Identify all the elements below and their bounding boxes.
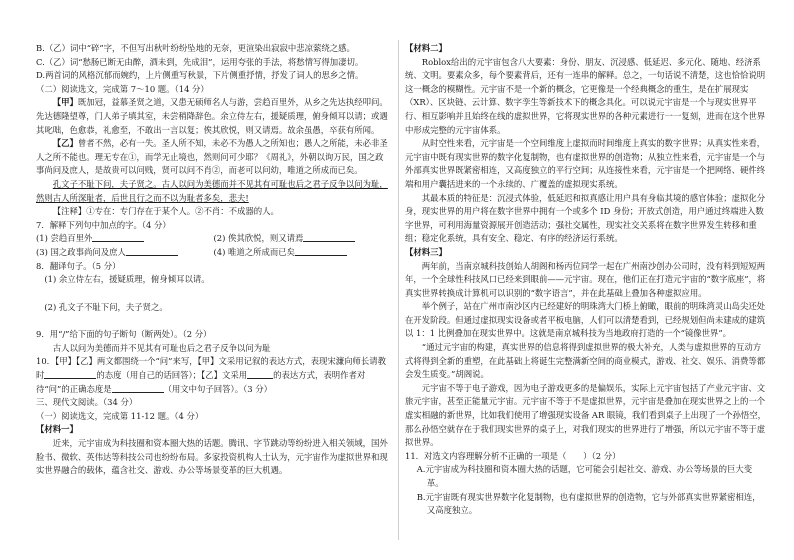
passage-yi-end-text: 孔文子不耻下问，夫子贤之。古人以问为美德而并不见其有可耻也后之君子反争以问为耻，然则古人所深耻者，后世且行之而不以为耻者多矣，悲夫! [36,178,388,203]
passage-jia [36,96,391,137]
option-d: D.两首词的风格沉郁而婉约，上片侧重写秋景，下片侧重抒情，抒发了词人的思乡之情。 [36,70,364,81]
q7-item-3 [36,246,214,260]
question-8: 8．翻译句子。（5 分） [36,260,121,271]
passage-yi-tag: 【乙】 [52,138,78,149]
q8-answer-space-1[interactable] [36,287,391,301]
q10-part-a: 10．【甲】【乙】两文都围绕一个“问”来写，【甲】文采用记叙的表达方式，表现宋濂向师长请教时 [36,356,387,381]
q8-answer-space-2[interactable] [36,314,391,328]
q11-option-b: B.元宇宙既有现实世界数字化复制物，也有虚拟世界的创造物，它与外部真实世界紧密相连，又高度独立。 [416,491,761,516]
section-3-heading: 三、现代文阅读。（34 分） [36,397,138,408]
material-2-para-2: 从时空性来看，元宇宙是一个空间维度上虚拟而时间维度上真实的数字世界；从真实性来看，元宇宙中既有现实世界的数字化复制物，也有虚拟世界的创造物；从独立性来看，元宇宙是一个与外部真实世界既紧密相连，又高度独立的平行空间；从连接性来看，元宇宙是一个把网络、硬件终端和用户囊括进来的一个永续的、广覆盖的虚拟现实系统。 [405,138,766,189]
material-3-title: 【材料三】 [405,246,447,257]
q8-item-2: (2) 孔文子不耻下问，夫子贤之。 [44,301,168,312]
question-7: 7．解释下列句中加点的字。（4 分） [36,219,171,230]
passage-yi-end [36,178,391,205]
q9-sentence: 古人以问为美德而并不见其有可耻也后之君子反争以问为耻 [52,342,271,353]
question-9: 9．用“/”给下面的句子断句（断两处）。（2 分） [36,329,212,340]
material-2-para-3: 其最本质的特征是：沉浸式体验，低延迟和拟真感让用户具有身临其境的感官体验；虚拟化分身，现实世界的用户将在数字世界中拥有一个或多个 ID 身份；开放式创造，用户通过终端进入数字世界，可利用海量资源展开创造活动；强社交属性，现实社交关系将在数字世界发生转移和重组；稳定化系统，具有安全、稳定、有序的经济运行系统。 [405,192,766,244]
right-column [405,42,767,518]
q10-blank-3[interactable] [112,383,164,393]
material-2-title: 【材料二】 [405,43,447,53]
q7-row-1 [36,232,391,246]
q7-item-4-text: (4) 唯道之所成而已矣 [213,246,296,257]
material-1-title: 【材料一】 [36,424,78,435]
q7-item-2 [214,232,392,246]
section-2-heading: （二）阅读选文，完成第 7～10 题。（14 分） [36,83,209,94]
q10-blank-2[interactable] [247,369,273,379]
material-3-para-4: 元宇宙不等于电子游戏，因为电子游戏更多的是偏娱乐，实际上元宇宙包括了产业元宇宙、文旅元宇宙，甚至正能量元宇宙。元宇宙不等于不是虚拟世界，元宇宙是叠加在现实世界之上的一个虚实相融的新世界，比如我们使用了增强现实设备 AR 眼镜，我们看到桌子上出现了一个孙悟空，那么孙悟空就存在于我们现实世界的桌子上，对我们现实的世界进行了增强，所以元宇宙不等于虚拟世界。 [405,382,767,448]
material-3-text: 两年前，当南京城科技创始人胡阁和杨丙位同学一起在广州南沙创办公司时，没有料到短短两年，一个全球性科技风口已经来到眼前——元宇宙。现在，他们正在打造元宇宙的“数字底座”，将真实世界转换成计算机可以识别的“数字语言”，并在此基础上叠加各种虚拟应用。 [405,260,766,298]
passage-yi-text: 曾者不然，必有一失。圣人所不知，未必不为愚人之所知也；愚人之所能，未必非圣人之所不能也。理无专在①，而学无止境也，然则问可少耶？《周礼》，外朝以询万民，国之政事尚问及庶人，是故贵可以问贱，贤可以问不肖②，而老可以问幼，唯道之所成而已矣。 [36,138,388,176]
q7-blank-4[interactable] [295,246,347,256]
question-11: 11．对选文内容理解分析不正确的一项是（ ）（2 分） [405,450,621,461]
q7-item-2-text: (2) 俟其欣悦，则又请焉 [213,233,304,244]
q10-part-d: （用文中句子回答）。（3 分） [163,383,273,394]
q7-blank-3[interactable] [126,246,178,256]
q10-part-c: 的表达方式，表明作者对待“问”的正确态度是 [36,370,366,394]
subsection-1-heading: （一）阅读选文，完成第 11-12 题。（4 分） [36,410,204,421]
option-c: C.（乙）词“愁肠已断无由醉，酒未到，先成泪”，运用夸张的手法，将愁情写得加凄切。 [36,56,364,67]
q7-blank-2[interactable] [303,232,355,242]
passage-note: 【注释】①专在：专门存在于某个人。②不肖：不成器的人。 [52,206,279,217]
passage-jia-tag: 【甲】 [52,97,78,108]
material-1-text: 近来，元宇宙成为科技圈和资本圈大热的话题。腾讯、字节跳动等纷纷进入相关领域，国外脸书、微软、英伟达等科技公司也纷纷布局。多家投资机构人士认为，元宇宙作为虚拟世界和现实世界融合的载体，蕴含社交、游戏、办公等场景变革的巨大机遇。 [36,438,388,476]
q7-row-2 [36,246,391,260]
passage-yi [36,137,391,178]
column-divider [398,40,399,540]
material-2-text: Roblox给出的元宇宙包含八大要素：身份、朋友、沉浸感、低延迟、多元化、随地、经济系统、文明。要素众多，每个要素背后，还有一连串的解释。总之，一句话说不清楚，这也恰恰说明这一概念的模糊性。元宇宙不是一个新的概念，它更像是一个经典概念的重生，是在扩展现实（XR）、区块链、云计算、数字孪生等新技术下的概念具化。可以说元宇宙是一个与现实世界平行、相互影响并且始终在线的虚拟世界，它将现实世界的各种元素进行一一复刻，进而在这个世界中形成完整的元宇宙体系。 [405,56,766,135]
material-3-para-3: “通过元宇宙的构建，真实世界的信息将得到虚拟世界的极大补充，人类与虚拟世界的互动方式将得到全新的重塑，在此基础上将诞生完整满新空间的商业模式，游戏、社交、娱乐、消费等都会发生质变。”胡阁说。 [405,342,766,380]
q10-blank-1[interactable] [44,369,96,379]
passage-jia-text: 既加冠，益慕圣贤之道，又患无硕师名人与游，尝趋百里外，从乡之先达执经叩问。先达德隆望尊，门人弟子填其室，未尝稍降辞色。余立侍左右，援疑质理，俯身倾耳以请；或遇其叱咄，色愈恭，礼愈至，不敢出一言以复；俟其欣悦，则又请焉。故余虽愚，卒获有所闻。 [36,97,388,135]
q10-part-b: 的态度（用自己的话回答）；【乙】文采用 [96,370,248,381]
q7-item-3-text: (3) 国之政事尚问及庶人 [36,246,126,257]
q8-item-1: (1) 余立侍左右，援疑质理，俯身倾耳以请。 [44,274,210,285]
q11-option-a: A.元宇宙成为科技圈和资本圈大热的话题，它可能会引起社交、游戏、办公等场景的巨大变革。 [416,464,753,488]
question-10 [36,355,391,396]
q7-item-4 [214,246,392,260]
q7-item-1-text: (1) 尝趋百里外 [36,233,93,244]
q7-item-1 [36,232,214,246]
left-column [36,42,391,478]
material-3-para-2: 举个例子，站在广州市南沙区内已经建好的明珠湾大门桥上俯瞰，眼前的明珠湾灵山岛尖还处在开发阶段。但通过虚拟现实设备或者平板电脑，人们可以清楚看到，已经规划但尚未建成的建筑以 1：1 比例叠加在现实世界中。这就是南京城科技为当地政府打造的一个“镜像世界”。 [405,301,766,339]
option-b: B.（乙）词中“碎”字，不但写出秋叶纷纷坠地的无奈，更渲染出寂寂中悲凉萦绕之感。 [36,43,355,53]
q7-blank-1[interactable] [92,232,144,242]
